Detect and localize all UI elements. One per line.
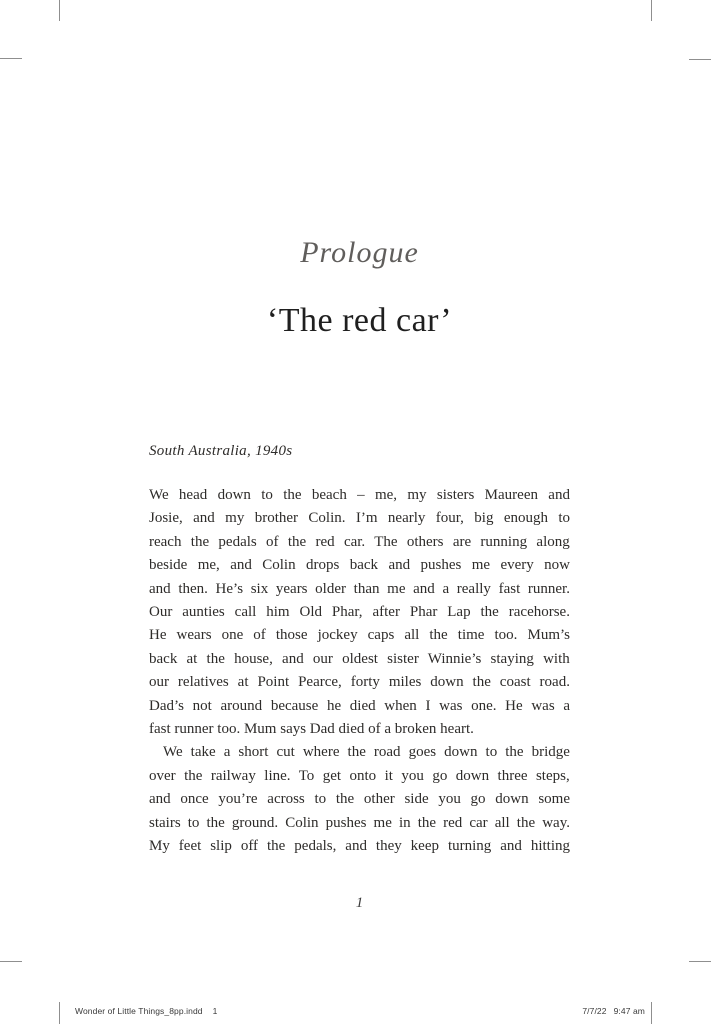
slug-sheet-number: 1 — [212, 1006, 218, 1016]
slug-date-text: 7/7/22 — [582, 1006, 607, 1016]
crop-mark-top-right-vertical — [651, 0, 652, 21]
body-text-line: stairs to the ground. Colin pushes me in the red car all the way. — [149, 814, 570, 831]
body-text-line: My feet slip off the pedals, and they keep turning and hitting — [149, 838, 571, 855]
crop-mark-top-left-horizontal — [0, 58, 22, 59]
print-slug-datetime — [582, 1006, 645, 1016]
page-number: 1 — [355, 895, 364, 911]
body-text-line: fast runner too. Mum says Dad died of a broken heart. — [149, 721, 474, 738]
body-text-line: We take a short cut where the road goes down to the bridge — [163, 744, 570, 761]
body-text-line: reach the pedals of the red car. The others are running along — [149, 533, 570, 550]
crop-mark-top-right-horizontal — [689, 59, 711, 60]
body-text-line: over the railway line. To get onto it you go down three steps, — [149, 767, 570, 784]
crop-mark-bottom-left-horizontal — [0, 961, 22, 962]
body-text-line: and then. He’s six years older than me and a really fast runner. — [149, 580, 570, 597]
scene-setting-line: South Australia, 1940s — [149, 443, 293, 459]
body-text-line: beside me, and Colin drops back and pushes me every now — [149, 557, 570, 574]
section-label: Prologue — [300, 236, 419, 269]
slug-time-text: 9:47 am — [613, 1006, 645, 1016]
crop-mark-bottom-right-vertical — [651, 1002, 652, 1024]
crop-mark-top-left-vertical — [59, 0, 60, 21]
chapter-title: ‘The red car’ — [266, 302, 453, 339]
crop-mark-bottom-right-horizontal — [689, 961, 711, 962]
body-text — [149, 484, 570, 859]
body-text-line: He wears one of those jockey caps all the time too. Mum’s — [149, 627, 570, 644]
print-slug-filename — [75, 1006, 217, 1016]
body-text-line: Dad’s not around because he died when I was one. He was a — [149, 697, 571, 714]
body-text-line: Our aunties call him Old Phar, after Phar Lap the racehorse. — [149, 604, 570, 621]
crop-mark-bottom-left-vertical — [59, 1002, 60, 1024]
slug-filename-text: Wonder of Little Things_8pp.indd — [75, 1006, 203, 1016]
body-text-line: Josie, and my brother Colin. I’m nearly four, big enough to — [149, 510, 571, 527]
body-text-line: and once you’re across to the other side you go down some — [149, 791, 570, 808]
body-text-line: our relatives at Point Pearce, forty miles down the coast road. — [149, 674, 570, 691]
body-text-line: We head down to the beach – me, my sisters Maureen and — [149, 487, 570, 503]
body-text-line: back at the house, and our oldest sister Winnie’s staying with — [149, 650, 570, 667]
